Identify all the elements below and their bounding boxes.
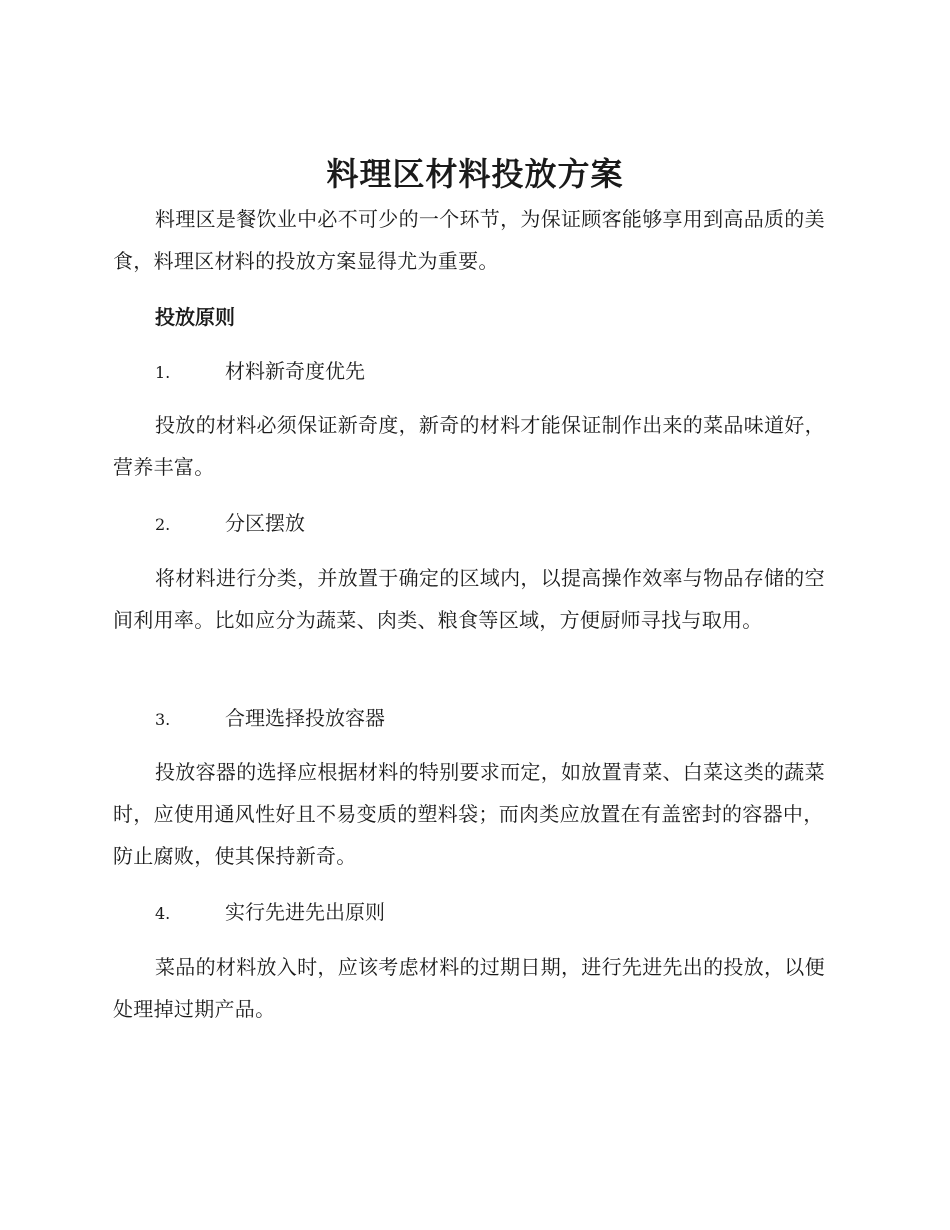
list-item-number: 2. — [155, 515, 171, 534]
list-item-3-heading — [155, 697, 385, 741]
list-item-title: 分区摆放 — [225, 511, 305, 535]
list-item-1-body: 投放的材料必须保证新奇度，新奇的材料才能保证制作出来的菜品味道好，营养丰富。 — [113, 413, 825, 479]
list-item-number: 4. — [155, 904, 171, 923]
list-item-title: 实行先进先出原则 — [225, 900, 385, 924]
list-item-4-body: 菜品的材料放入时，应该考虑材料的过期日期，进行先进先出的投放，以便处理掉过期产品。 — [113, 955, 825, 1021]
list-item-title: 材料新奇度优先 — [225, 359, 365, 383]
document-title: 料理区材料投放方案 — [326, 155, 624, 193]
section-heading: 投放原则 — [155, 305, 235, 329]
list-item-2-body: 将材料进行分类，并放置于确定的区域内，以提高操作效率与物品存储的空间利用率。比如应分为蔬菜、肉类、粮食等区域，方便厨师寻找与取用。 — [113, 566, 825, 632]
list-item-number: 1. — [155, 363, 171, 382]
list-item-2-heading — [155, 502, 305, 546]
list-item-1-heading — [155, 350, 365, 394]
list-item-3-body: 投放容器的选择应根据材料的特别要求而定，如放置青菜、白菜这类的蔬菜时，应使用通风性好且不易变质的塑料袋；而肉类应放置在有盖密封的容器中，防止腐败，使其保持新奇。 — [113, 760, 825, 868]
list-item-title: 合理选择投放容器 — [225, 706, 385, 730]
list-item-4-heading — [155, 891, 385, 935]
list-item-number: 3. — [155, 710, 171, 729]
intro-paragraph: 料理区是餐饮业中必不可少的一个环节，为保证顾客能够享用到高品质的美食，料理区材料的投放方案显得尤为重要。 — [113, 207, 825, 273]
